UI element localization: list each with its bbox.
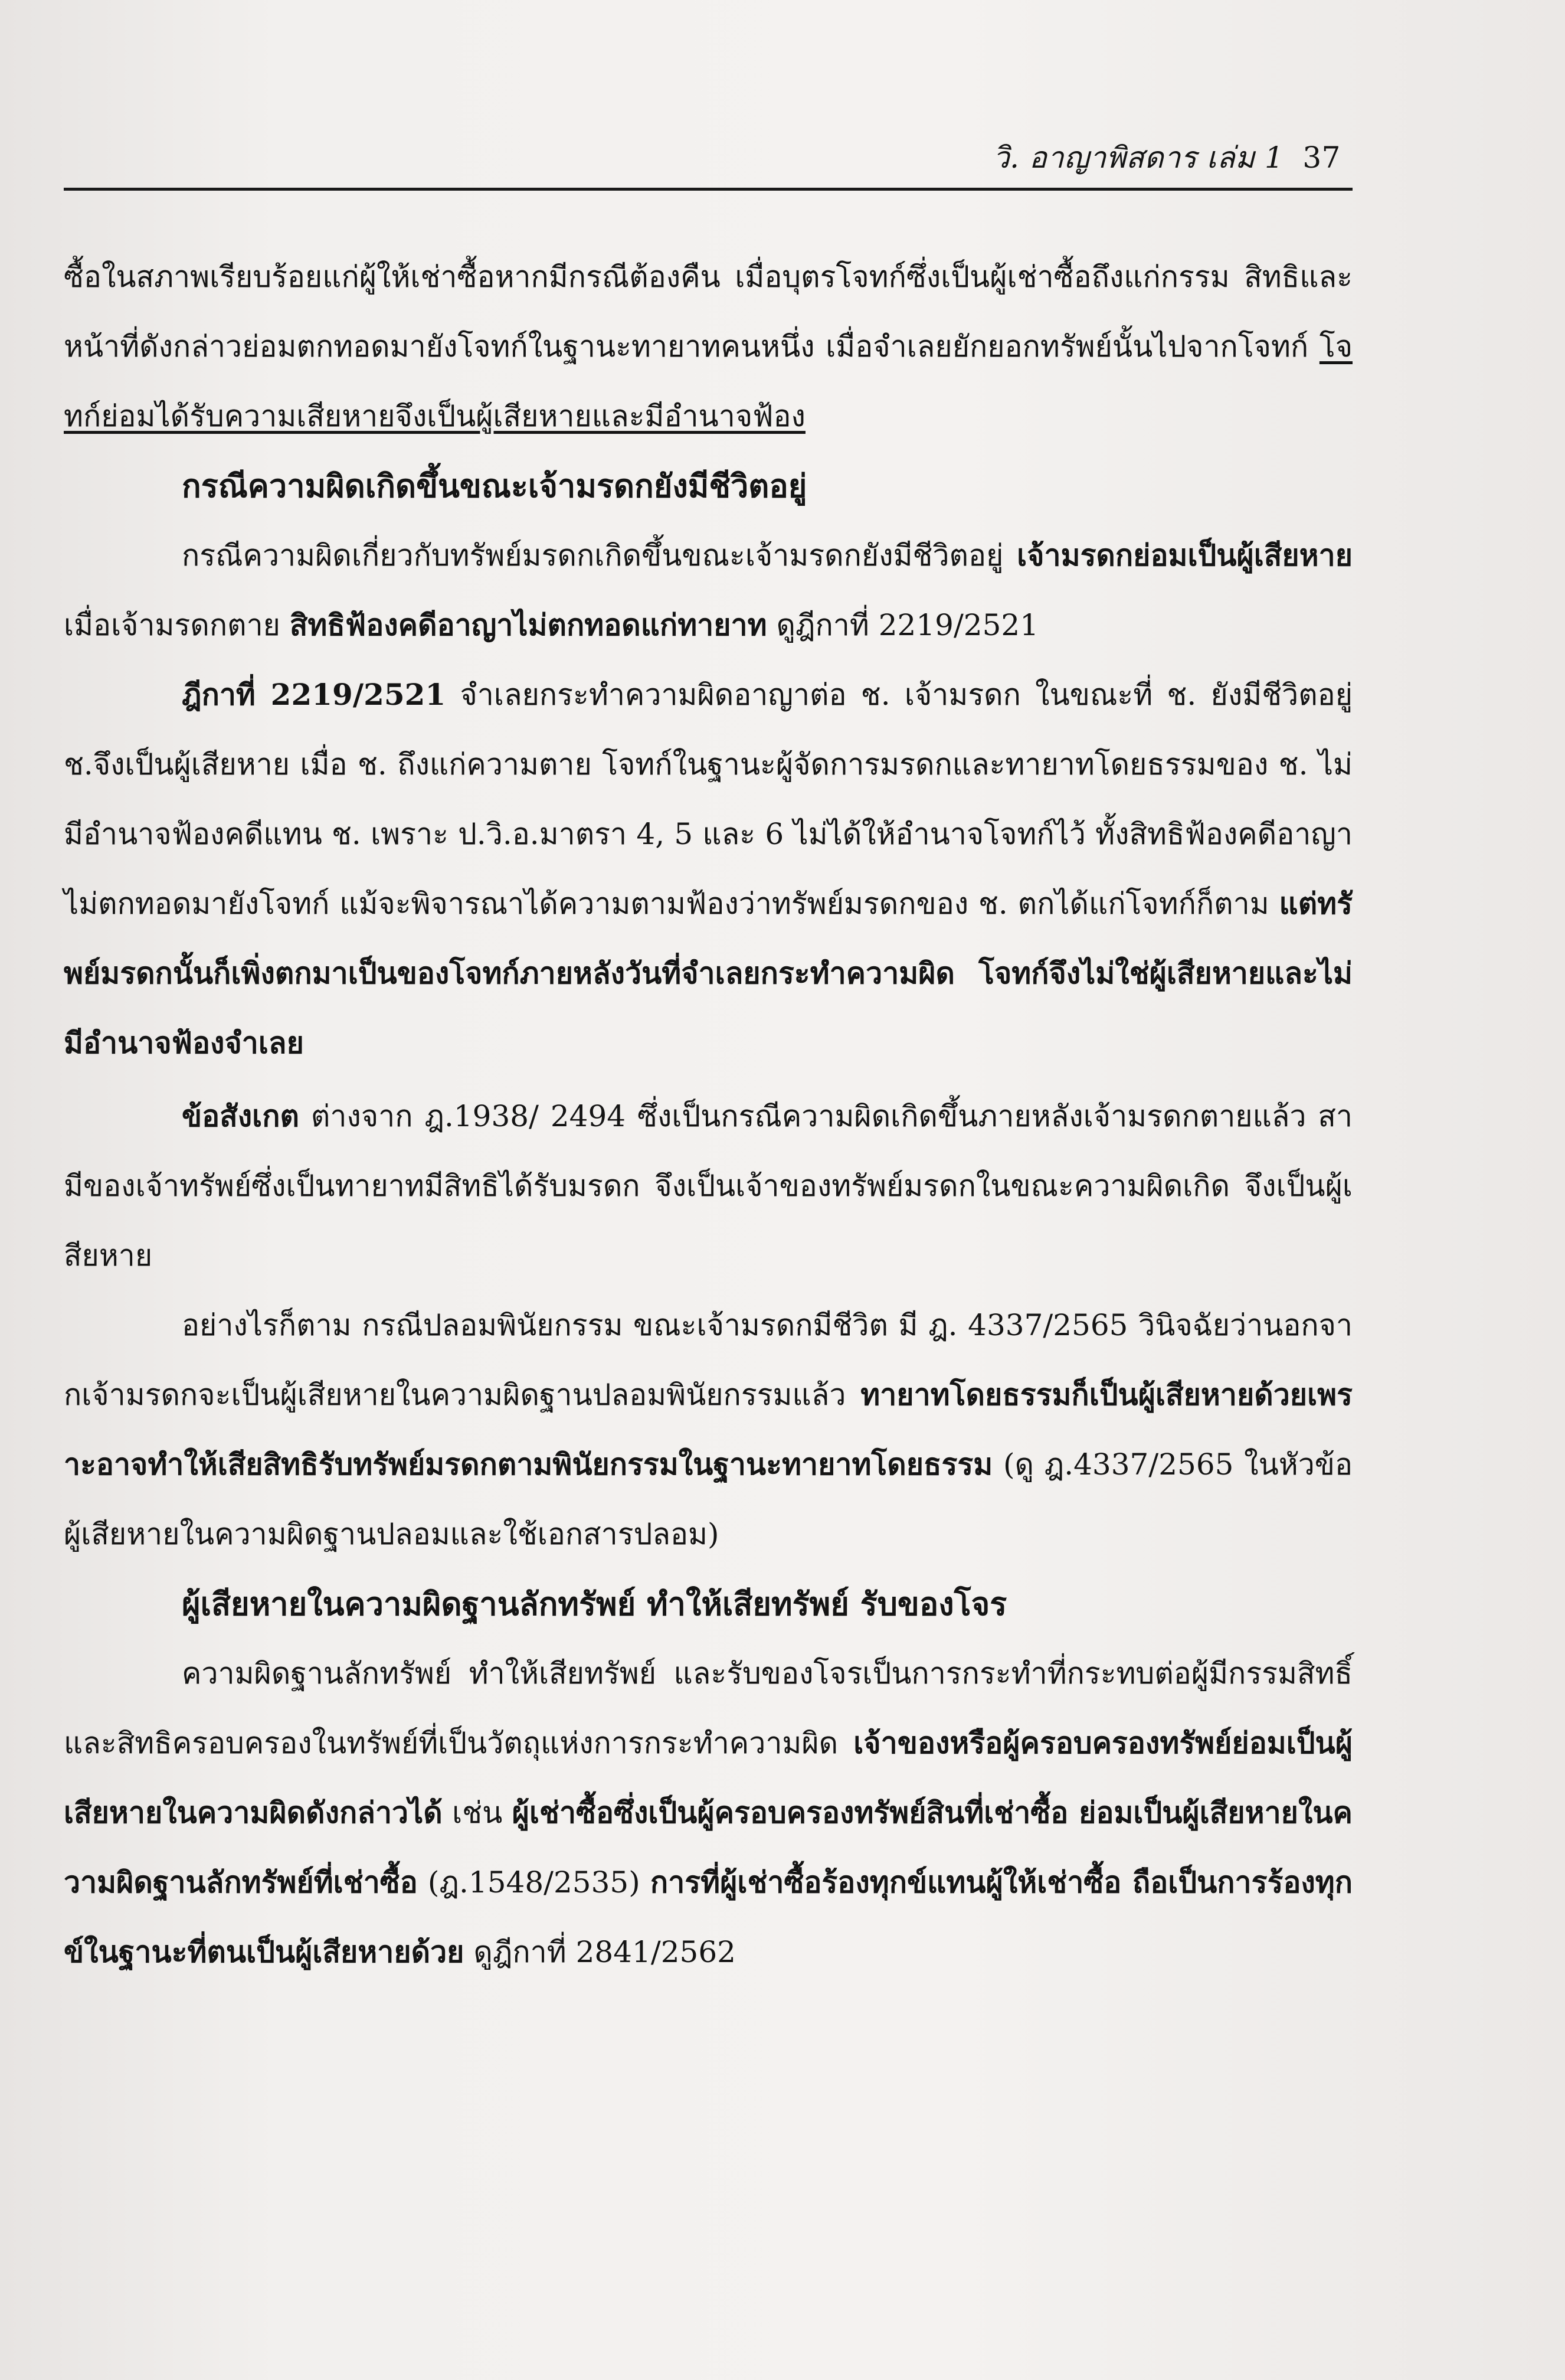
page-number: 37: [1302, 140, 1341, 175]
bold-text: การที่ผู้เช่าซื้อร้องทุกข์แทนผู้ให้เช่าซื้อ ถือเป็นการร้องทุกข์ในฐานะที่ตนเป็นผู้เสียหายด้วย: [64, 1865, 1353, 1969]
document-body: [64, 242, 1353, 1987]
bold-text: เจ้าของหรือผู้ครอบครองทรัพย์ย่อมเป็นผู้เสียหายในความผิดดังกล่าวได้: [64, 1725, 1353, 1830]
section-heading-estate-owner-alive: กรณีความผิดเกิดขึ้นขณะเจ้ามรดกยังมีชีวิตอยู่: [182, 467, 807, 505]
underlined-conclusion: โจทก์ย่อมได้รับความเสียหายจึงเป็นผู้เสียหายและมีอำนาจฟ้อง: [64, 329, 1353, 433]
paragraph-continued: [64, 242, 1353, 451]
header-rule: [64, 188, 1353, 191]
section-heading-theft-damage-receiving: ผู้เสียหายในความผิดฐานลักทรัพย์ ทำให้เสียทรัพย์ รับของโจร: [182, 1585, 1007, 1623]
paragraph-forged-will: [64, 1290, 1353, 1569]
case-reference: ดูฎีกาที่ 2841/2562: [464, 1935, 736, 1969]
paragraph-text: ความผิดฐานลักทรัพย์ ทำให้เสียทรัพย์ และรับของโจรเป็นการกระทำที่กระทบต่อผู้มีกรรมสิทธิ์และสิทธิครอบครองในทรัพย์ที่เป็นวัตถุแห่งการกระทำความผิด: [64, 1656, 1353, 1760]
paragraph-text: จำเลยกระทำความผิดอาญาต่อ ช. เจ้ามรดก ในขณะที่ ช. ยังมีชีวิตอยู่ ช.จึงเป็นผู้เสียหาย เมื่อ ช. ถึงแก่ความตาย โจทก์ในฐานะผู้จัดการมรดกและทายาทโดยธรรมของ ช. ไม่มีอำนาจฟ้องคดีแทน ช. เพราะ ป.วิ.อ.มาตรา 4, 5 และ 6 ไม่ได้ให้อำนาจโจทก์ไว้ ทั้งสิทธิฟ้องคดีอาญาไม่ตกทอดมายังโจทก์ แม้จะพิจารณาได้ความตามฟ้องว่าทรัพย์มรดกของ ช. ตกได้แก่โจทก์ก็ตาม: [64, 678, 1353, 921]
paragraph-theft-offences: [64, 1639, 1353, 1987]
running-header: [993, 135, 1341, 181]
case-reference: ดูฎีกาที่ 2219/2521: [767, 608, 1039, 642]
bold-text: เจ้ามรดกย่อมเป็นผู้เสียหาย: [1003, 538, 1353, 573]
bold-text: แต่ทรัพย์มรดกนั้นก็เพิ่งตกมาเป็นของโจทก์ภายหลังวันที่จำเลยกระทำความผิด โจทก์จึงไม่ใช่ผู้เสียหายและไม่มีอำนาจฟ้องจำเลย: [64, 886, 1353, 1060]
case-reference: (ฎ.1548/2535): [417, 1865, 650, 1900]
paragraph-text: ต่างจาก ฎ.1938/ 2494 ซึ่งเป็นกรณีความผิดเกิดขึ้นภายหลังเจ้ามรดกตายแล้ว สามีของเจ้าทรัพย์ซึ่งเป็นทายาทมีสิทธิได้รับมรดก จึงเป็นเจ้าของทรัพย์มรดกในขณะความผิดเกิด จึงเป็นผู้เสียหาย: [64, 1099, 1353, 1273]
bold-text: ผู้เช่าซื้อซึ่งเป็นผู้ครอบครองทรัพย์สินที่เช่าซื้อ ย่อมเป็นผู้เสียหายในความผิดฐานลักทรัพย์ที่เช่าซื้อ: [64, 1795, 1353, 1900]
observation-label: ข้อสังเกต: [182, 1099, 299, 1133]
paragraph-observation: [64, 1081, 1353, 1290]
paragraph-text: กรณีความผิดเกี่ยวกับทรัพย์มรดกเกิดขึ้นขณะเจ้ามรดกยังมีชีวิตอยู่: [182, 538, 1004, 573]
paragraph-text: เมื่อเจ้ามรดกตาย: [64, 608, 290, 642]
bold-text: ทายาทโดยธรรมก็เป็นผู้เสียหายด้วยเพราะอาจทำให้เสียสิทธิรับทรัพย์มรดกตามพินัยกรรมในฐานะทายาทโดยธรรม: [64, 1377, 1353, 1482]
case-citation: ฎีกาที่ 2219/2521: [182, 677, 446, 712]
paragraph-estate-rule: [64, 521, 1353, 660]
paragraph-case-2219-2521: [64, 660, 1353, 1078]
paragraph-text: ซื้อในสภาพเรียบร้อยแก่ผู้ให้เช่าซื้อหากมีกรณีต้องคืน เมื่อบุตรโจทก์ซึ่งเป็นผู้เช่าซื้อถึงแก่กรรม สิทธิและหน้าที่ดังกล่าวย่อมตกทอดมายังโจทก์ในฐานะทายาทคนหนึ่ง เมื่อจำเลยยักยอกทรัพย์นั้นไปจากโจทก์: [64, 260, 1353, 364]
paragraph-text: อย่างไรก็ตาม กรณีปลอมพินัยกรรม ขณะเจ้ามรดกมีชีวิต มี ฎ. 4337/2565 วินิจฉัยว่านอกจากเจ้ามรดกจะเป็นผู้เสียหายในความผิดฐานปลอมพินัยกรรมแล้ว: [64, 1308, 1353, 1412]
header-title: วิ. อาญาพิสดาร เล่ม 1: [993, 140, 1284, 175]
bold-text: สิทธิฟ้องคดีอาญาไม่ตกทอดแก่ทายาท: [289, 607, 767, 642]
paragraph-text: เช่น: [442, 1796, 512, 1830]
paragraph-text: (ดู ฎ.4337/2565 ในหัวข้อผู้เสียหายในความผิดฐานปลอมและใช้เอกสารปลอม): [64, 1447, 1353, 1551]
